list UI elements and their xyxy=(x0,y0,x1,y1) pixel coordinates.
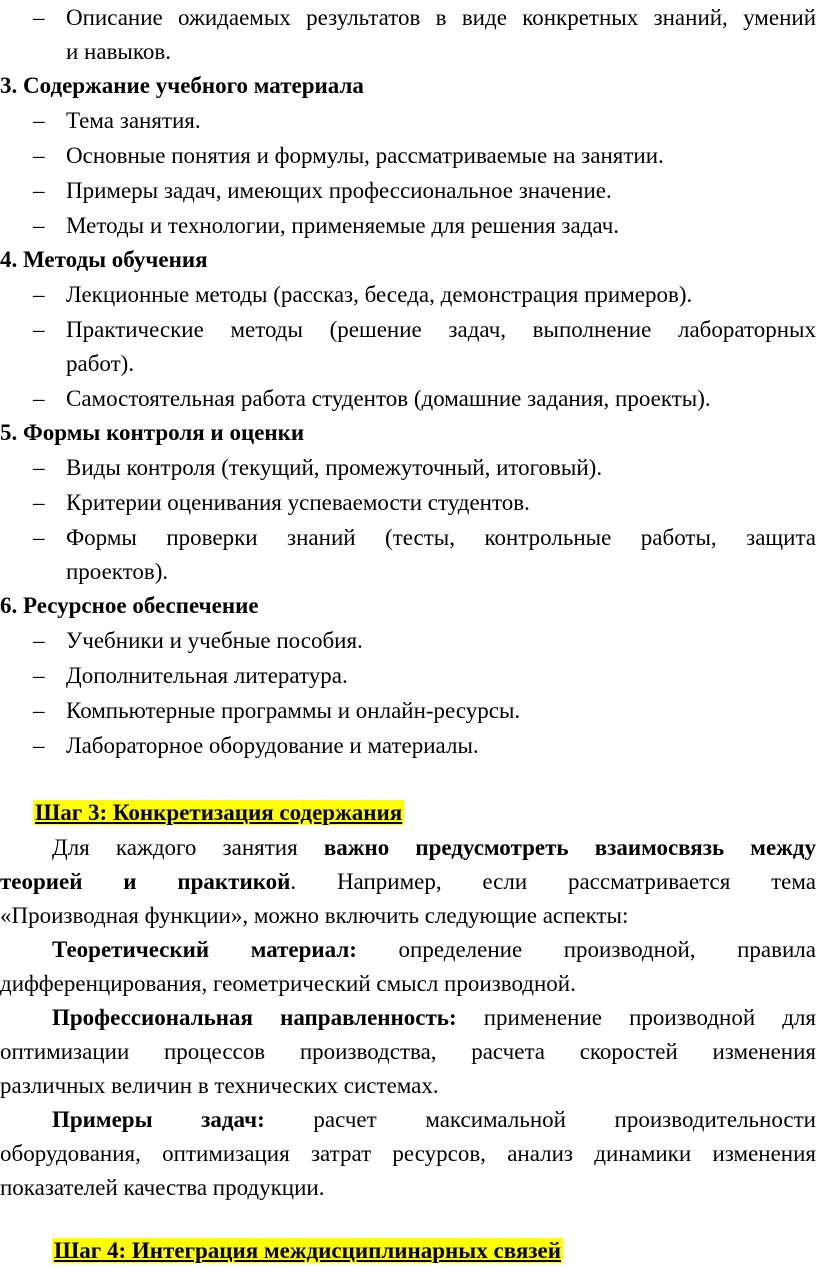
bullet-dash: – xyxy=(33,663,45,688)
intro-bold: важно предусмотреть взаимосвязь между xyxy=(323,835,816,860)
bullet-dash: – xyxy=(33,628,45,653)
paragraph-line xyxy=(52,933,816,967)
section-heading: 5. Формы контроля и оценки xyxy=(0,420,305,445)
examples-label: Примеры задач: xyxy=(52,1107,265,1132)
bullet-dash: – xyxy=(33,733,45,758)
paragraph-line xyxy=(0,1137,816,1171)
list-item-text: Основные понятия и формулы, рассматриваемые на занятии. xyxy=(66,143,664,168)
paragraph-line xyxy=(0,865,816,899)
theory-text: определение производной, правила xyxy=(356,937,816,962)
bullet-dash: – xyxy=(33,108,45,133)
paragraph-line xyxy=(0,1035,816,1069)
bullet-dash: – xyxy=(33,5,45,30)
list-item-text: Лекционные методы (рассказ, беседа, демонстрация примеров). xyxy=(66,282,693,307)
paragraph-line xyxy=(0,1171,816,1205)
step-3-title: Шаг 3: Конкретизация содержания xyxy=(35,800,403,825)
list-item-text: Учебники и учебные пособия. xyxy=(66,628,363,653)
bullet-dash: – xyxy=(33,213,45,238)
bullet-dash: – xyxy=(33,386,45,411)
list-item-text: Описание ожидаемых результатов в виде конкретных знаний, умений xyxy=(66,5,816,30)
bullet-dash: – xyxy=(33,178,45,203)
list-item-text: Критерии оценивания успеваемости студентов. xyxy=(66,490,530,515)
step-4-title: Шаг 4: Интеграция междисциплинарных связей xyxy=(54,1238,561,1263)
theory-label: Теоретический материал: xyxy=(52,937,357,962)
prof-text: различных величин в технических системах. xyxy=(0,1073,439,1098)
list-item-text: Самостоятельная работа студентов (домашние задания, проекты). xyxy=(66,386,711,411)
bullet-dash: – xyxy=(33,455,45,480)
bullet-dash: – xyxy=(33,317,45,342)
step-3-heading xyxy=(33,796,404,830)
intro-text: «Производная функции», можно включить следующие аспекты: xyxy=(0,903,629,928)
examples-text: расчет максимальной производительности xyxy=(264,1107,816,1132)
paragraph-line xyxy=(52,1103,816,1137)
bullet-dash: – xyxy=(33,143,45,168)
intro-text: . Например, если рассматривается тема xyxy=(290,869,816,894)
intro-text: Для каждого занятия xyxy=(52,835,324,860)
section-heading: 4. Методы обучения xyxy=(0,247,208,272)
list-item-text: Формы проверки знаний (тесты, контрольные работы, защита xyxy=(66,525,816,550)
bullet-dash: – xyxy=(33,490,45,515)
list-item-text: Виды контроля (текущий, промежуточный, итоговый). xyxy=(66,455,603,480)
bullet-dash: – xyxy=(33,525,45,550)
list-item-text: и навыков. xyxy=(66,39,172,64)
list-item-text: Практические методы (решение задач, выполнение лабораторных xyxy=(66,317,816,342)
list-item-text: Примеры задач, имеющих профессиональное значение. xyxy=(66,178,612,203)
paragraph-line xyxy=(52,831,816,865)
step-4-heading xyxy=(52,1234,563,1268)
list-item-text: Тема занятия. xyxy=(66,108,201,133)
list-item-text: Дополнительная литература. xyxy=(66,663,348,688)
list-item-text: Лабораторное оборудование и материалы. xyxy=(66,733,479,758)
prof-text: применение производной для xyxy=(456,1005,816,1030)
section-heading: 6. Ресурсное обеспечение xyxy=(0,593,259,618)
list-item-text: Компьютерные программы и онлайн-ресурсы. xyxy=(66,698,521,723)
prof-text: оптимизации процессов производства, расчета скоростей изменения xyxy=(0,1039,816,1064)
theory-text: дифференцирования, геометрический смысл производной. xyxy=(0,971,576,996)
paragraph-line xyxy=(0,967,816,1001)
paragraph-line xyxy=(0,1069,816,1103)
examples-text: оборудования, оптимизация затрат ресурсов, анализ динамики изменения xyxy=(0,1141,816,1166)
section-heading: 3. Содержание учебного материала xyxy=(0,73,364,98)
list-item-text: Методы и технологии, применяемые для решения задач. xyxy=(66,213,620,238)
intro-bold: теорией и практикой xyxy=(0,869,291,894)
bullet-dash: – xyxy=(33,698,45,723)
paragraph-line xyxy=(0,899,816,933)
list-item-text: работ). xyxy=(66,351,135,376)
examples-text: показателей качества продукции. xyxy=(0,1175,325,1200)
paragraph-line xyxy=(52,1001,816,1035)
list-item-text: проектов). xyxy=(66,559,169,584)
prof-label: Профессиональная направленность: xyxy=(52,1005,457,1030)
bullet-dash: – xyxy=(33,282,45,307)
